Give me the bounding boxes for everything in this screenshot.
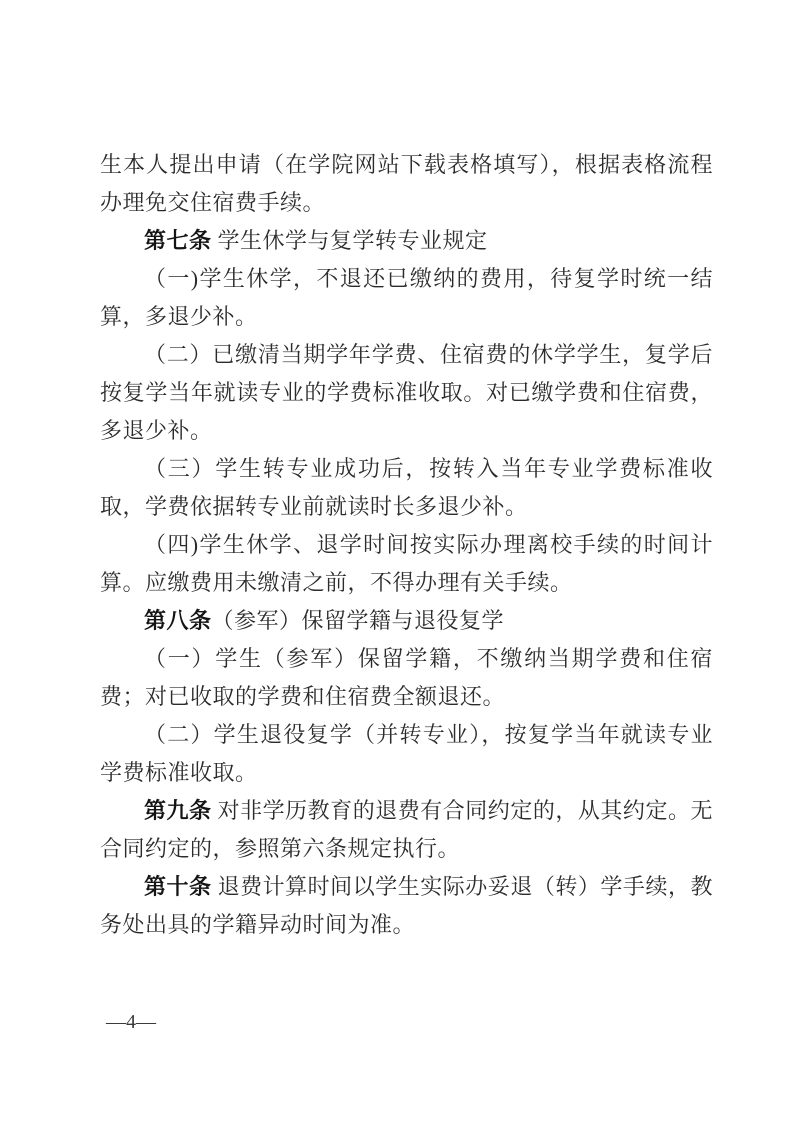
paragraph-text: （一）学生（参军）保留学籍，不缴纳当期学费和住宿费；对已收取的学费和住宿费全额退还。 xyxy=(100,646,713,709)
body-paragraph xyxy=(100,640,713,716)
paragraph-text: 退费计算时间以学生实际办妥退（转）学手续，教务处出具的学籍异动时间为准。 xyxy=(100,874,713,937)
paragraph-text: 生本人提出申请（在学院网站下载表格填写），根据表格流程办理免交住宿费手续。 xyxy=(100,152,713,215)
document-body xyxy=(100,146,713,944)
body-paragraph xyxy=(100,146,713,222)
paragraph-text: （二）已缴清当期学年学费、住宿费的休学学生，复学后按复学当年就读专业的学费标准收取。对已缴学费和住宿费，多退少补。 xyxy=(100,342,713,443)
body-paragraph xyxy=(100,526,713,602)
article-paragraph xyxy=(100,792,713,868)
paragraph-text: （三）学生转专业成功后，按转入当年专业学费标准收取，学费依据转专业前就读时长多退少补。 xyxy=(100,456,713,519)
page-number: —4— xyxy=(106,1011,156,1033)
paragraph-text: （参军）保留学籍与退役复学 xyxy=(211,608,505,633)
paragraph-text: （四)学生休学、退学时间按实际办理离校手续的时间计算。应缴费用未缴清之前，不得办理有关手续。 xyxy=(100,532,713,595)
paragraph-text: 对非学历教育的退费有合同约定的，从其约定。无合同约定的，参照第六条规定执行。 xyxy=(100,798,713,861)
paragraph-text: 学生休学与复学转专业规定 xyxy=(211,228,488,253)
article-paragraph xyxy=(100,222,713,260)
article-number: 第八条 xyxy=(144,608,212,633)
paragraph-text: （一)学生休学，不退还已缴纳的费用，待复学时统一结算，多退少补。 xyxy=(100,266,713,329)
body-paragraph xyxy=(100,260,713,336)
article-number: 第七条 xyxy=(144,228,212,253)
body-paragraph xyxy=(100,716,713,792)
body-paragraph xyxy=(100,336,713,450)
article-paragraph xyxy=(100,602,713,640)
paragraph-text: （二）学生退役复学（并转专业），按复学当年就读专业学费标准收取。 xyxy=(100,722,713,785)
article-number: 第九条 xyxy=(144,798,212,823)
body-paragraph xyxy=(100,450,713,526)
article-number: 第十条 xyxy=(144,874,212,899)
article-paragraph xyxy=(100,868,713,944)
